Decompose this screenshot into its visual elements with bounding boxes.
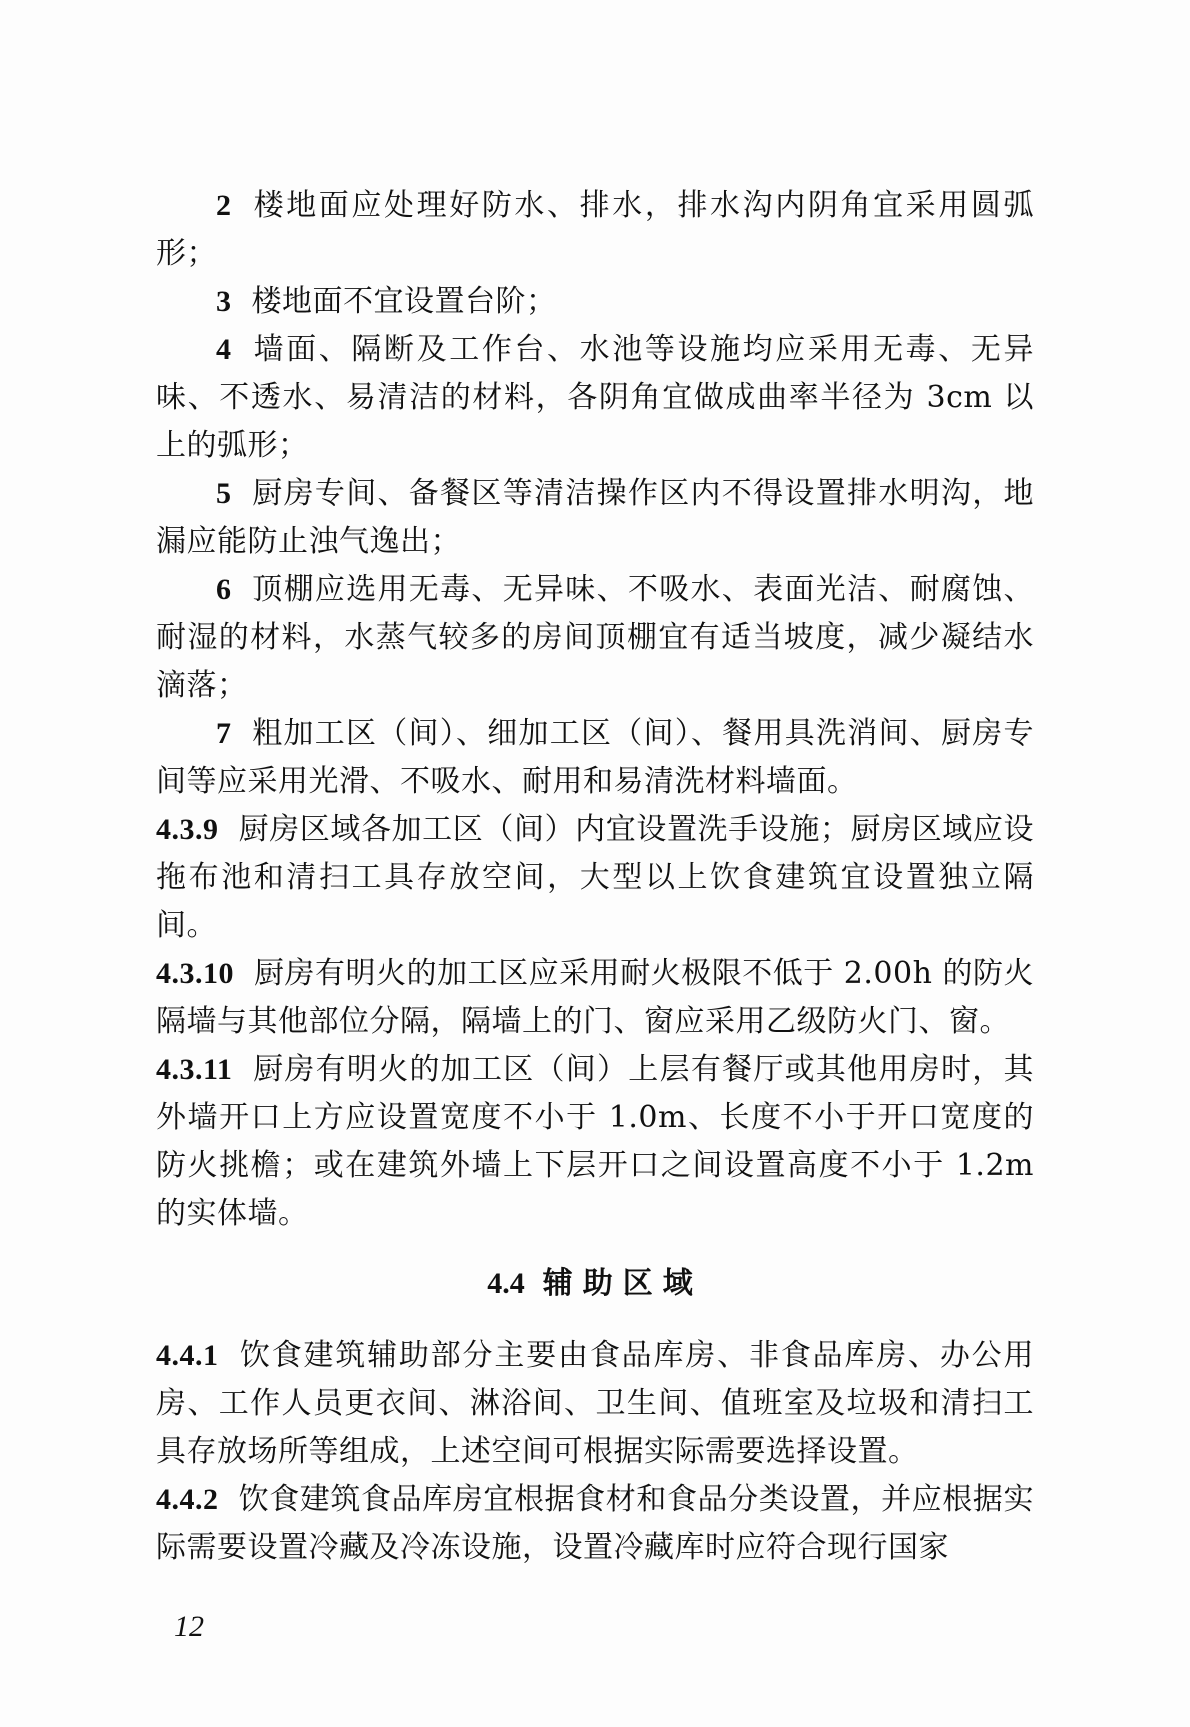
clause-number: 4.4.2 <box>156 1483 219 1516</box>
item-number: 3 <box>216 285 232 318</box>
clause-number: 4.3.9 <box>156 813 219 846</box>
list-item <box>156 326 1034 470</box>
clause <box>156 1332 1034 1476</box>
clause-text: 厨房有明火的加工区应采用耐火极限不低于 2.00h 的防火隔墙与其他部位分隔，隔墙上的门、窗应采用乙级防火门、窗。 <box>156 956 1034 1039</box>
item-text: 厨房专间、备餐区等清洁操作区内不得设置排水明沟，地漏应能防止浊气逸出； <box>156 476 1034 559</box>
list-item <box>156 566 1034 710</box>
clause-number: 4.4.1 <box>156 1339 219 1372</box>
clause <box>156 950 1034 1046</box>
section-number: 4.4 <box>487 1267 525 1300</box>
item-text: 楼地面应处理好防水、排水，排水沟内阴角宜采用圆弧形； <box>156 188 1034 271</box>
clause <box>156 1476 1034 1572</box>
section-title-text: 辅助区域 <box>542 1266 703 1301</box>
item-number: 2 <box>216 189 232 222</box>
clause-text: 饮食建筑辅助部分主要由食品库房、非食品库房、办公用房、工作人员更衣间、淋浴间、卫生间、值班室及垃圾和清扫工具存放场所等组成，上述空间可根据实际需要选择设置。 <box>156 1338 1034 1469</box>
item-text: 墙面、隔断及工作台、水池等设施均应采用无毒、无异味、不透水、易清洁的材料，各阴角宜做成曲率半径为 3cm 以上的弧形； <box>156 332 1034 463</box>
clause-text: 厨房有明火的加工区（间）上层有餐厅或其他用房时，其外墙开口上方应设置宽度不小于 1.0m、长度不小于开口宽度的防火挑檐；或在建筑外墙上下层开口之间设置高度不小于 1.2m 的实体墙。 <box>156 1052 1034 1231</box>
section-heading <box>156 1260 1034 1308</box>
item-number: 7 <box>216 717 232 750</box>
list-item <box>156 278 1034 326</box>
document-body <box>156 182 1034 1572</box>
clause-text: 饮食建筑食品库房宜根据食材和食品分类设置，并应根据实际需要设置冷藏及冷冻设施，设置冷藏库时应符合现行国家 <box>156 1482 1034 1565</box>
list-item <box>156 710 1034 806</box>
item-text: 楼地面不宜设置台阶； <box>251 284 557 319</box>
item-text: 顶棚应选用无毒、无异味、不吸水、表面光洁、耐腐蚀、耐湿的材料，水蒸气较多的房间顶棚宜有适当坡度，减少凝结水滴落； <box>156 572 1034 703</box>
item-text: 粗加工区（间）、细加工区（间）、餐用具洗消间、厨房专间等应采用光滑、不吸水、耐用和易清洗材料墙面。 <box>156 716 1034 799</box>
clause-number: 4.3.10 <box>156 957 234 990</box>
clause <box>156 806 1034 950</box>
list-item <box>156 470 1034 566</box>
item-number: 5 <box>216 477 232 510</box>
clause <box>156 1046 1034 1238</box>
list-item <box>156 182 1034 278</box>
page-number: 12 <box>174 1610 204 1643</box>
clause-number: 4.3.11 <box>156 1053 233 1086</box>
item-number: 6 <box>216 573 232 606</box>
clause-text: 厨房区域各加工区（间）内宜设置洗手设施；厨房区域应设拖布池和清扫工具存放空间，大型以上饮食建筑宜设置独立隔间。 <box>156 812 1034 943</box>
item-number: 4 <box>216 333 232 366</box>
